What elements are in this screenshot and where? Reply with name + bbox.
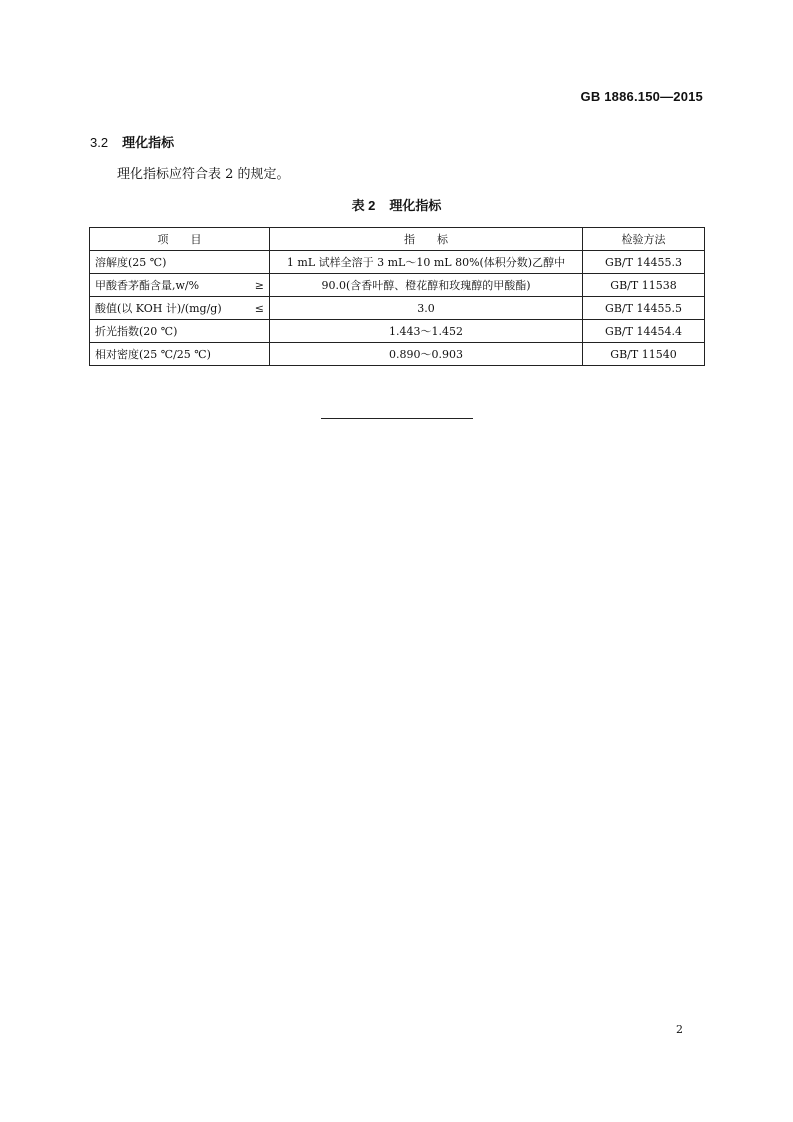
method-cell: GB/T 14455.5 bbox=[583, 297, 705, 320]
table-caption bbox=[0, 195, 793, 214]
method-cell: GB/T 14455.3 bbox=[583, 251, 705, 274]
end-rule bbox=[321, 418, 473, 419]
value-cell: 0.890～0.903 bbox=[270, 343, 583, 366]
item-name: 酸值(以 KOH 计)/(mg/g) bbox=[95, 302, 222, 315]
header-value: 指 标 bbox=[270, 228, 583, 251]
section-number: 3.2 bbox=[90, 135, 109, 150]
standard-code: GB 1886.150—2015 bbox=[580, 89, 703, 104]
value-cell: 1.443～1.452 bbox=[270, 320, 583, 343]
item-cell bbox=[90, 320, 270, 343]
section-body-text: 理化指标应符合表 2 的规定。 bbox=[117, 167, 290, 182]
table-caption-title: 理化指标 bbox=[389, 198, 442, 213]
item-cell bbox=[90, 297, 270, 320]
item-cell bbox=[90, 251, 270, 274]
method-cell: GB/T 11538 bbox=[583, 274, 705, 297]
section-title: 理化指标 bbox=[122, 135, 175, 150]
table-caption-number: 表 2 bbox=[351, 198, 376, 213]
value-cell: 3.0 bbox=[270, 297, 583, 320]
table-row bbox=[90, 274, 705, 297]
method-cell: GB/T 11540 bbox=[583, 343, 705, 366]
item-qualifier: ≥ bbox=[254, 278, 264, 292]
table-header-row bbox=[90, 228, 705, 251]
item-name: 甲酸香茅酯含量,w/% bbox=[95, 279, 200, 292]
item-qualifier: ≤ bbox=[254, 301, 264, 315]
header-item: 项 目 bbox=[90, 228, 270, 251]
item-name: 溶解度(25 ℃) bbox=[95, 256, 167, 269]
item-cell bbox=[90, 343, 270, 366]
table-row bbox=[90, 343, 705, 366]
item-name: 相对密度(25 ℃/25 ℃) bbox=[95, 348, 211, 361]
item-cell bbox=[90, 274, 270, 297]
value-cell: 90.0(含香叶醇、橙花醇和玫瑰醇的甲酸酯) bbox=[270, 274, 583, 297]
table-row bbox=[90, 251, 705, 274]
table-row bbox=[90, 297, 705, 320]
spec-table bbox=[89, 227, 705, 366]
table-row bbox=[90, 320, 705, 343]
value-cell: 1 mL 试样全溶于 3 mL～10 mL 80%(体积分数)乙醇中 bbox=[270, 251, 583, 274]
header-method: 检验方法 bbox=[583, 228, 705, 251]
item-name: 折光指数(20 ℃) bbox=[95, 325, 178, 338]
page-number: 2 bbox=[676, 1023, 683, 1036]
method-cell: GB/T 14454.4 bbox=[583, 320, 705, 343]
section-heading bbox=[90, 132, 174, 151]
